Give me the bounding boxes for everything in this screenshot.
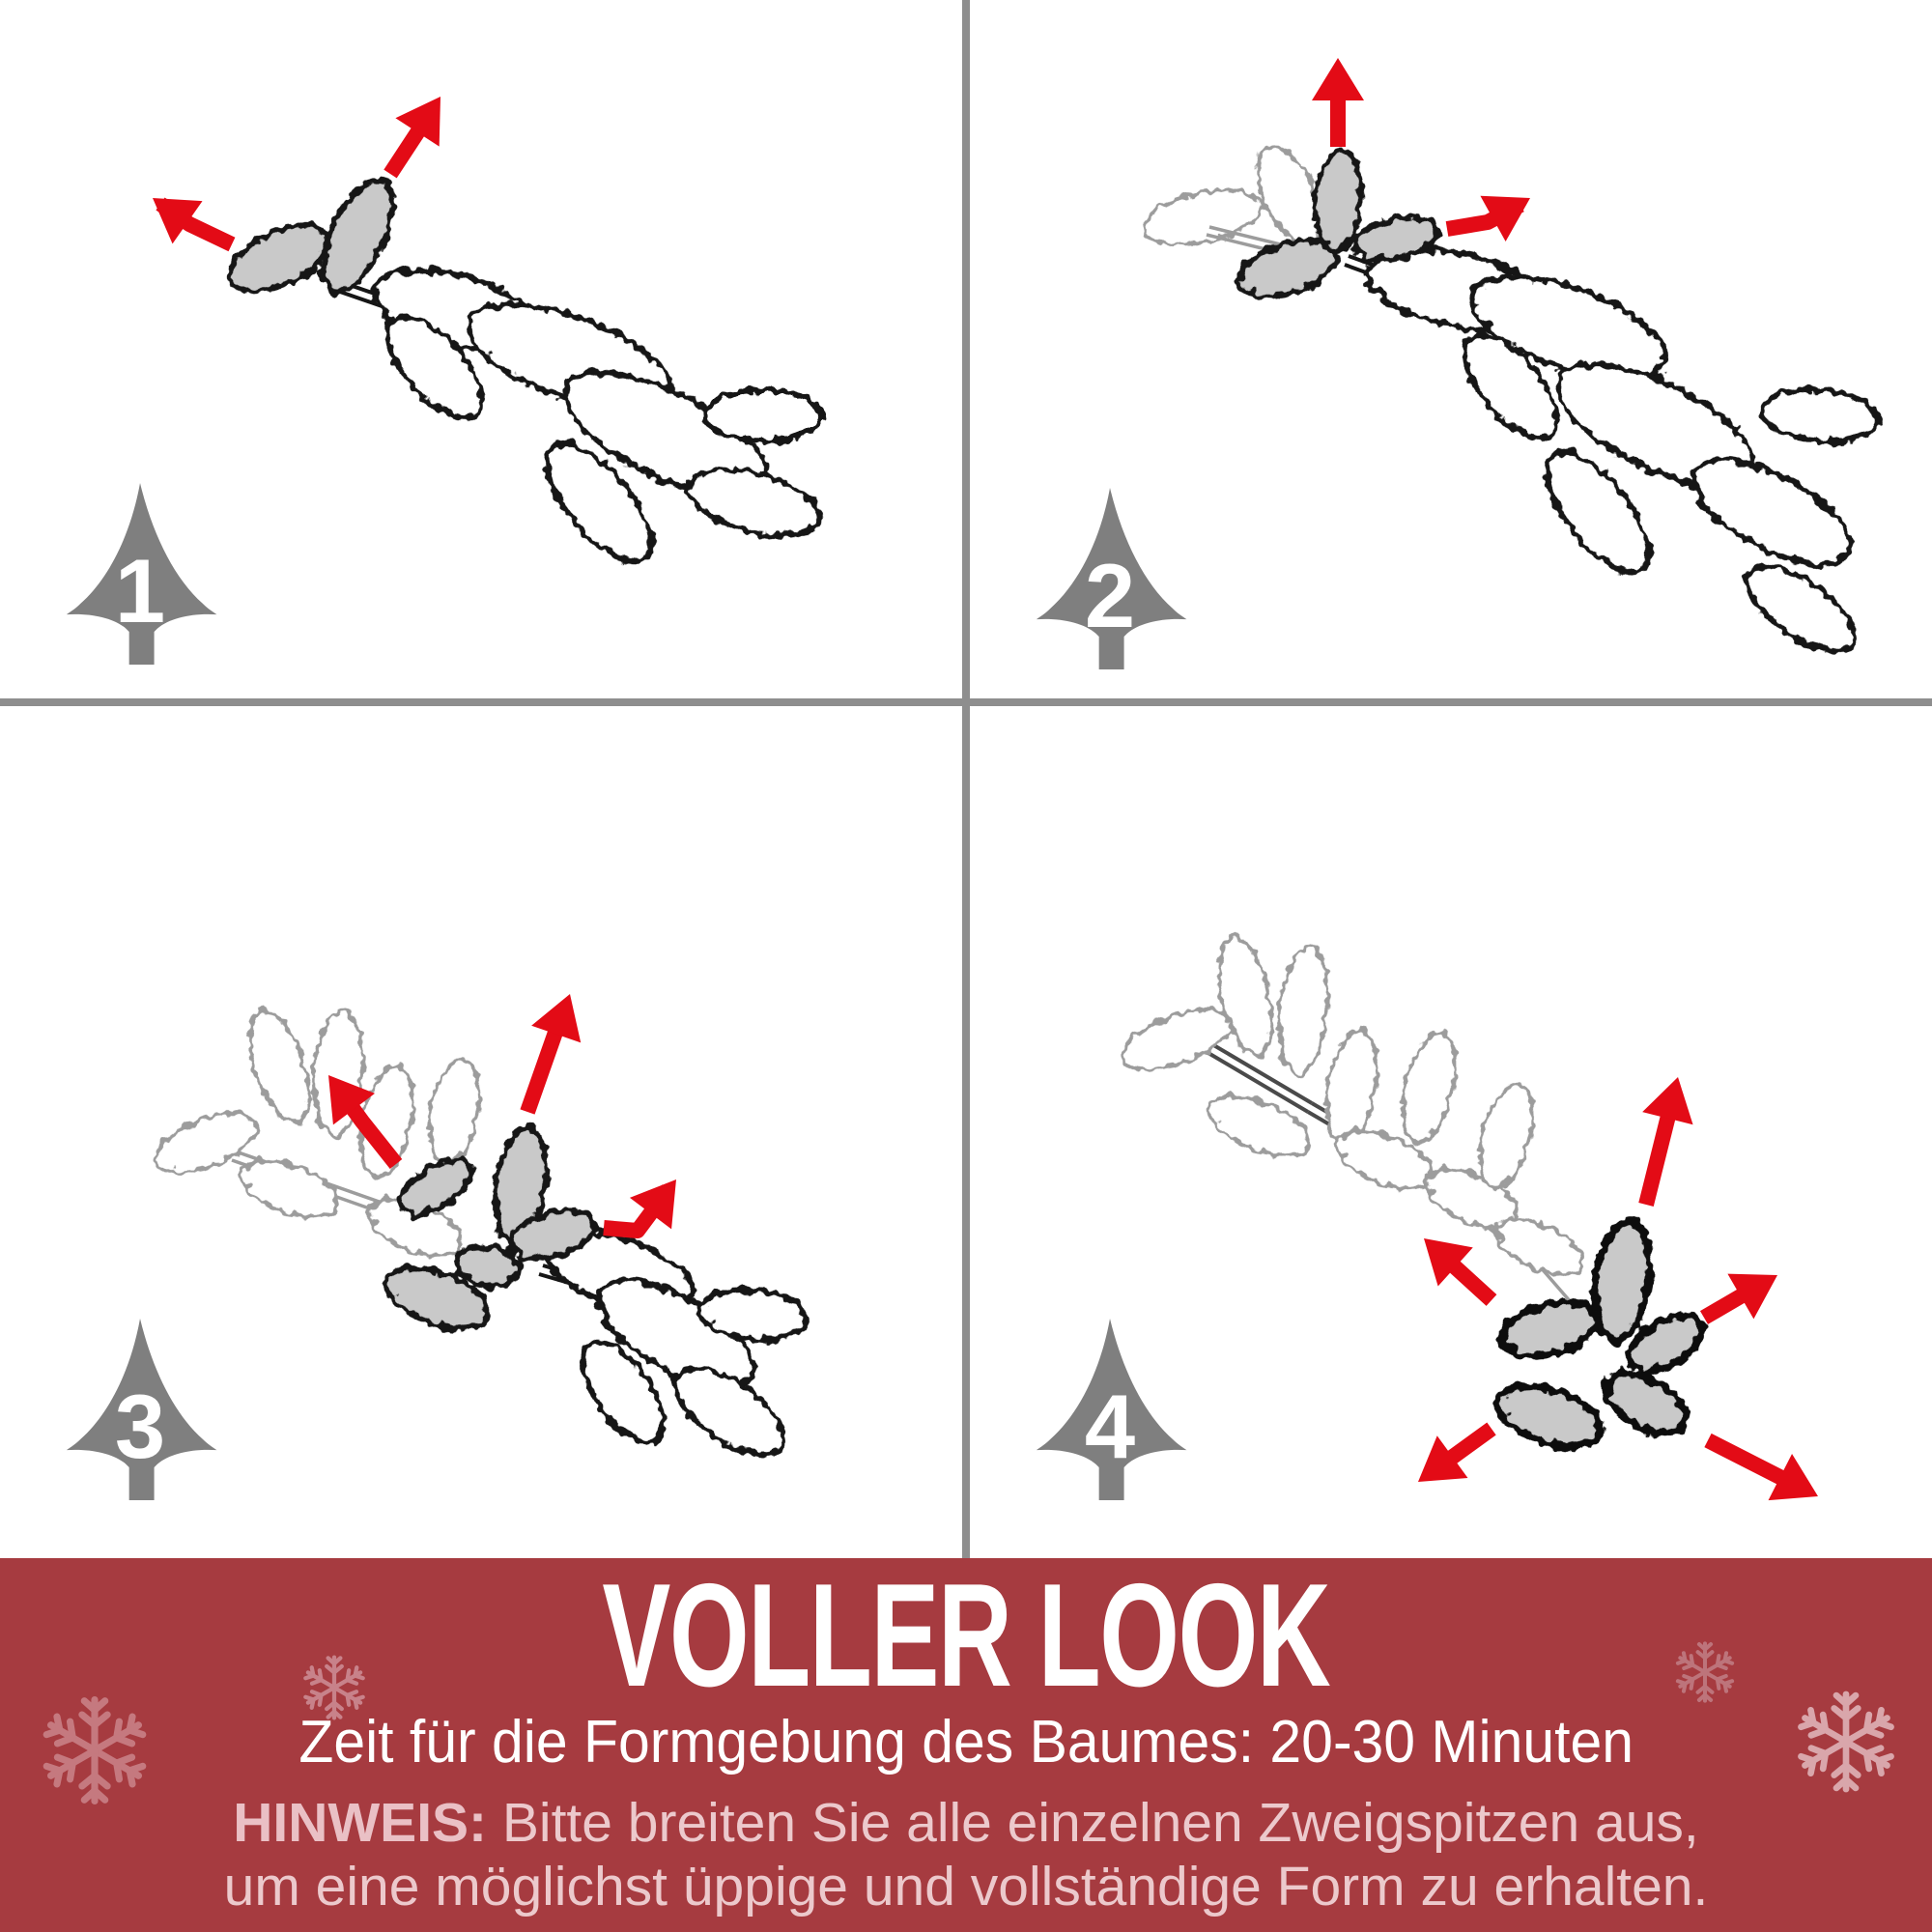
step-panel-1 — [0, 0, 962, 698]
arrow-up-right-icon — [527, 985, 595, 1112]
arrow-up-left-icon — [1406, 1219, 1492, 1300]
arrow-right-icon — [1447, 175, 1543, 242]
step-panel-3 — [0, 706, 962, 1558]
branch-ghost-tufts — [149, 1004, 486, 1267]
branch-body — [366, 256, 827, 579]
arrow-up-icon — [1312, 58, 1364, 147]
branch-body — [534, 1216, 809, 1471]
note-text-1: Bitte breiten Sie alle einzelnen Zweigspitzen aus, — [487, 1792, 1699, 1854]
tree-step-icon — [62, 481, 218, 667]
step-number: 2 — [1084, 545, 1136, 647]
banner-subtitle: Zeit für die Formgebung des Baumes: 20-30 Minuten — [298, 1709, 1634, 1776]
step-panel-4 — [970, 706, 1932, 1558]
banner-title-wrap — [446, 1558, 1486, 1718]
step-number: 3 — [114, 1376, 166, 1478]
branch-ghost-tufts — [1115, 932, 1590, 1324]
arrow-down-right-icon — [1708, 1440, 1830, 1520]
arrow-up-right-icon — [1704, 1253, 1791, 1320]
banner-title: VOLLER LOOK — [602, 1558, 1330, 1718]
tree-step-icon — [62, 1317, 218, 1502]
arrow-right-icon — [604, 1164, 697, 1231]
arrow-up-icon — [1642, 1070, 1703, 1205]
note-label: HINWEIS: — [233, 1792, 488, 1854]
step-number: 1 — [114, 540, 166, 642]
banner-note-line1 — [233, 1790, 1699, 1856]
banner-subtitle-wrap — [264, 1703, 1668, 1776]
banner-note-line2 — [224, 1856, 1709, 1918]
step-panel-2 — [970, 0, 1932, 698]
branch-body — [1360, 235, 1880, 667]
step-number: 4 — [1084, 1376, 1136, 1478]
tree-step-icon — [1032, 1317, 1188, 1502]
arrow-up-right-icon — [390, 82, 463, 174]
arrow-up-left-icon — [138, 177, 232, 244]
tree-step-icon — [1032, 486, 1188, 671]
info-banner — [0, 1558, 1932, 1932]
arrow-down-left-icon — [1403, 1429, 1492, 1503]
note-text-2: um eine möglichst üppige und vollständige Form zu erhalten. — [223, 1856, 1709, 1918]
